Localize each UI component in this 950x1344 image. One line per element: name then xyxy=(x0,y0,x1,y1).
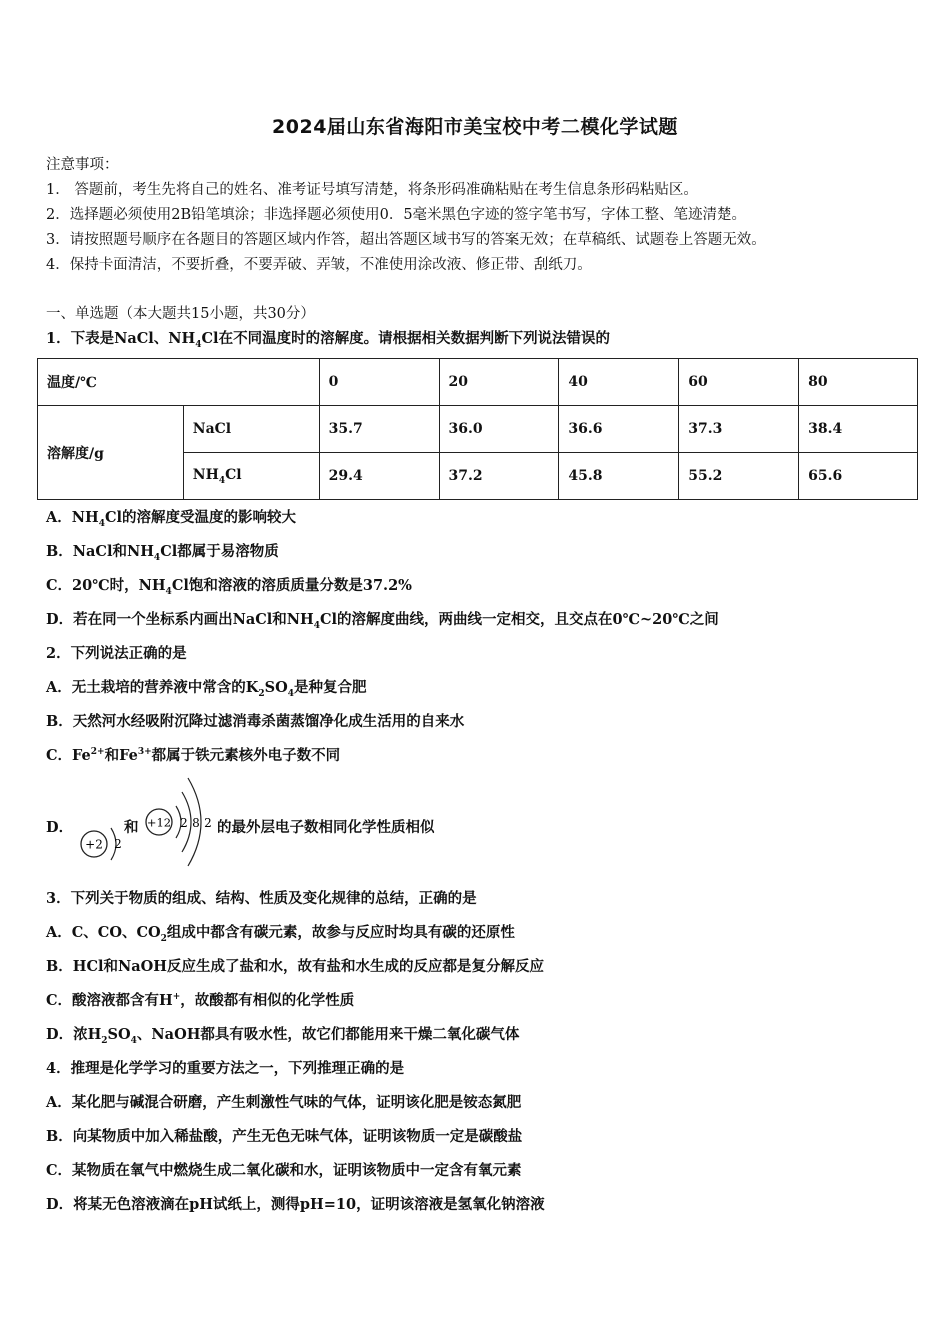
substance-cell: $NH_4Cl$ xyxy=(183,453,319,500)
nucleus-charge: +2 xyxy=(85,837,103,852)
question-4-stem: 4．推理是化学学习的重要方法之一，下列推理正确的是 xyxy=(46,1060,405,1077)
value-cell: 37.3 xyxy=(679,406,799,453)
question-4-option-d: D．将某无色溶液滴在pH试纸上，测得pH=10，证明该溶液是氢氧化钠溶液 xyxy=(46,1196,545,1213)
solubility-label-cell: 溶解度/g xyxy=(38,406,184,500)
question-1-option-b: B．NaCl和$NH_4Cl$都属于易溶物质 xyxy=(46,543,279,563)
value-cell: 38.4 xyxy=(799,406,918,453)
question-4-option-b: B．向某物质中加入稀盐酸，产生无色无味气体，证明该物质一定是碳酸盐 xyxy=(46,1128,523,1145)
value-cell: 36.6 xyxy=(559,406,679,453)
question-3-option-b: B．HCl和NaOH反应生成了盐和水，故有盐和水生成的反应都是复分解反应 xyxy=(46,958,544,975)
temp-label-cell: 温度/℃ xyxy=(38,359,320,406)
question-1-option-a: A．$NH_4Cl$的溶解度受温度的影响较大 xyxy=(46,509,297,529)
question-2-option-b: B．天然河水经吸附沉降过滤消毒杀菌蒸馏净化成生活用的自来水 xyxy=(46,713,465,730)
option-d-prefix: D． xyxy=(46,819,74,836)
shell-electrons: 2 xyxy=(204,816,212,830)
value-cell: 55.2 xyxy=(679,453,799,500)
question-3-option-c: C．酸溶液都含有H+，故酸都有相似的化学性质 xyxy=(46,992,355,1009)
section-heading: 一、单选题（本大题共15小题，共30分） xyxy=(46,306,315,322)
option-d-and: 和 xyxy=(124,819,139,836)
value-cell: 29.4 xyxy=(319,453,439,500)
question-3-option-a: A．C、CO、$CO_2$组成中都含有碳元素，故参与反应时均具有碳的还原性 xyxy=(46,924,515,944)
notice-item: 2．选择题必须使用2B铅笔填涂；非选择题必须使用0．5毫米黑色字迹的签字笔书写，字体工整、笔迹清楚。 xyxy=(46,207,747,223)
atom-diagram-helium xyxy=(76,818,126,870)
page-title: 2024届山东省海阳市美宝校中考二模化学试题 xyxy=(272,116,678,138)
table-row xyxy=(38,406,918,453)
option-d-suffix: 的最外层电子数相同化学性质相似 xyxy=(217,819,435,836)
question-1-stem: 1．下表是NaCl、$NH_4Cl$在不同温度时的溶解度。请根据相关数据判断下列说法错误的 xyxy=(46,330,611,350)
notice-item: 1． 答题前，考生先将自己的姓名、准考证号填写清楚，将条形码准确粘贴在考生信息条形码粘贴区。 xyxy=(46,182,698,198)
notice-item: 3．请按照题号顺序在各题目的答题区域内作答，超出答题区域书写的答案无效；在草稿纸、试题卷上答题无效。 xyxy=(46,232,766,248)
question-3-stem: 3．下列关于物质的组成、结构、性质及变化规律的总结，正确的是 xyxy=(46,890,477,907)
question-3-option-d: D．浓$H_2SO_4$、NaOH都具有吸水性，故它们都能用来干燥二氧化碳气体 xyxy=(46,1026,520,1046)
notice-heading: 注意事项： xyxy=(46,157,119,173)
question-1-option-c: C．20℃时，$NH_4Cl$饱和溶液的溶质质量分数是37.2% xyxy=(46,577,412,597)
temp-cell: 40 xyxy=(559,359,679,406)
table-header-row xyxy=(38,359,918,406)
temp-cell: 20 xyxy=(439,359,559,406)
shell-electrons: 2 xyxy=(180,816,188,830)
notice-item: 4．保持卡面清洁，不要折叠，不要弄破、弄皱，不准使用涂改液、修正带、刮纸刀。 xyxy=(46,257,592,273)
value-cell: 35.7 xyxy=(319,406,439,453)
shell-electrons: 2 xyxy=(114,837,122,851)
atom-diagram-magnesium xyxy=(142,774,216,870)
value-cell: 65.6 xyxy=(799,453,918,500)
solubility-table xyxy=(37,358,918,500)
question-2-option-a: A．无土栽培的营养液中常含的$K_2SO_4$是种复合肥 xyxy=(46,679,367,699)
question-2-option-c: C．$Fe^{2+}$和$Fe^{3+}$都属于铁元素核外电子数不同 xyxy=(46,747,341,764)
question-1-option-d: D．若在同一个坐标系内画出NaCl和$NH_4Cl$的溶解度曲线，两曲线一定相交，且交点在0℃~20℃之间 xyxy=(46,611,719,631)
question-2-stem: 2．下列说法正确的是 xyxy=(46,645,187,662)
question-4-option-a: A．某化肥与碱混合研磨，产生刺激性气味的气体，证明该化肥是铵态氮肥 xyxy=(46,1094,522,1111)
temp-cell: 60 xyxy=(679,359,799,406)
value-cell: 36.0 xyxy=(439,406,559,453)
value-cell: 45.8 xyxy=(559,453,679,500)
question-4-option-c: C．某物质在氧气中燃烧生成二氧化碳和水，证明该物质中一定含有氧元素 xyxy=(46,1162,522,1179)
value-cell: 37.2 xyxy=(439,453,559,500)
nucleus-charge: +12 xyxy=(146,815,172,830)
temp-cell: 0 xyxy=(319,359,439,406)
substance-cell: NaCl xyxy=(183,406,319,453)
temp-cell: 80 xyxy=(799,359,918,406)
shell-electrons: 8 xyxy=(192,816,200,830)
